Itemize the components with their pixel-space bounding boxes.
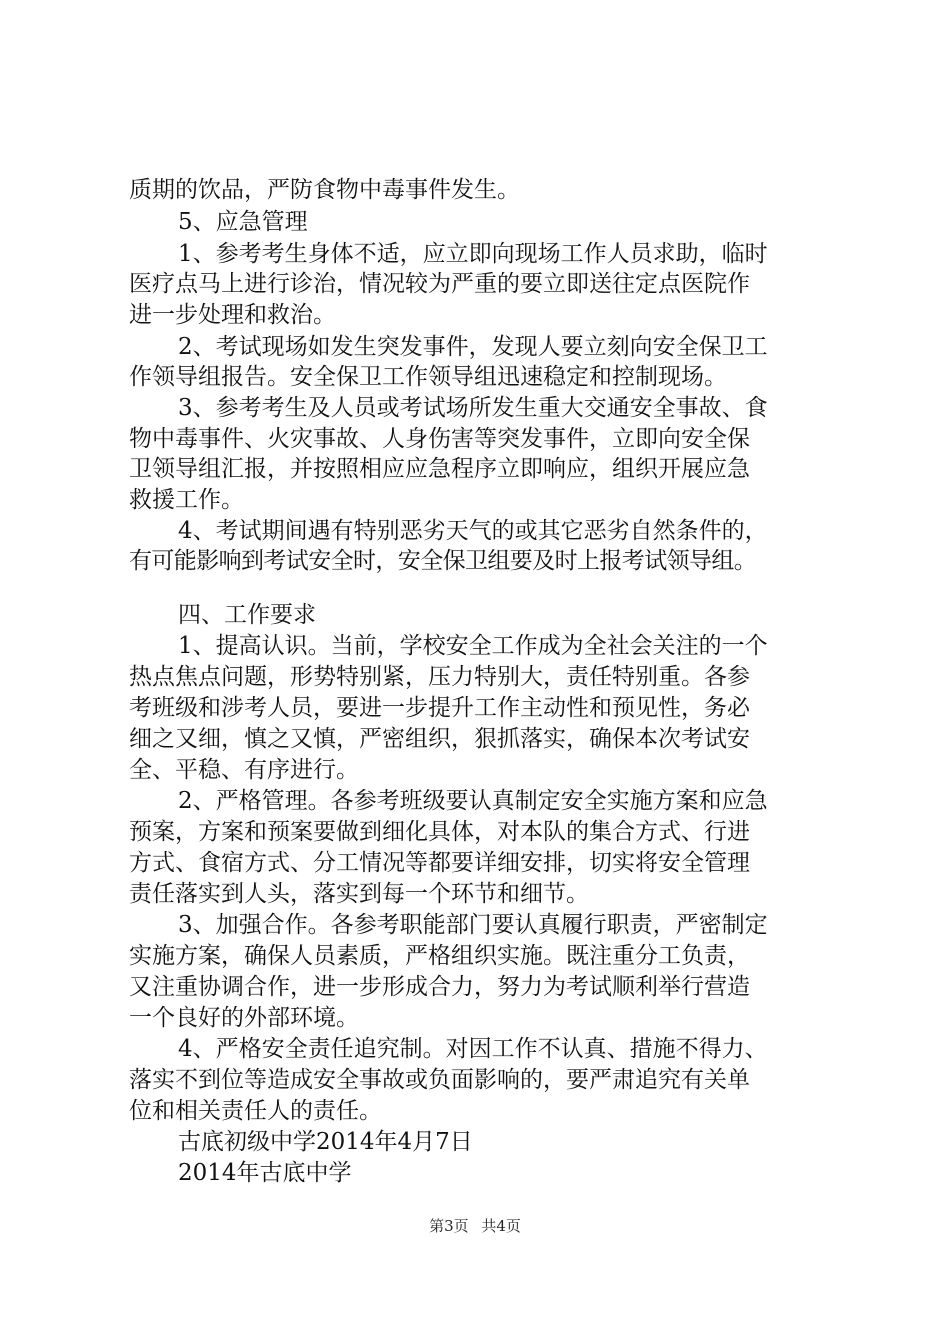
text-line: 作领导组报告。安全保卫工作领导组迅速稳定和控制现场。 xyxy=(129,364,727,390)
text-line: 考班级和涉考人员，要进一步提升工作主动性和预见性，务必 xyxy=(129,695,750,721)
text-line: 实施方案，确保人员素质，严格组织实施。既注重分工负责， xyxy=(129,943,750,969)
text-line: 位和相关责任人的责任。 xyxy=(129,1098,382,1124)
text-line: 责任落实到人头，落实到每一个环节和细节。 xyxy=(129,881,589,907)
text-line: 2、考试现场如发生突发事件，发现人要立刻向安全保卫工 xyxy=(178,334,768,360)
text-line: 卫领导组汇报，并按照相应应急程序立即响应，组织开展应急 xyxy=(129,456,750,482)
text-line: 有可能影响到考试安全时，安全保卫组要及时上报考试领导组。 xyxy=(129,548,757,574)
text-line: 落实不到位等造成安全事故或负面影响的，要严肃追究有关单 xyxy=(129,1067,750,1093)
text-line: 又注重协调合作，进一步形成合力，努力为考试顺利举行营造 xyxy=(129,974,750,1000)
text-line: 方式、食宿方式、分工情况等都要详细安排，切实将安全管理 xyxy=(129,850,750,876)
text-line: 2、严格管理。各参考班级要认真制定安全实施方案和应急 xyxy=(178,788,768,814)
signature-line: 古底初级中学2014年4月7日 xyxy=(178,1129,473,1155)
text-line: 一个良好的外部环境。 xyxy=(129,1005,359,1031)
text-line: 3、加强合作。各参考职能部门要认真履行职责，严密制定 xyxy=(178,912,768,938)
text-line: 4、严格安全责任追究制。对因工作不认真、措施不得力、 xyxy=(178,1036,768,1062)
page-number: 第3页 xyxy=(429,1217,469,1235)
text-line: 细之又细，慎之又慎，严密组织，狠抓落实，确保本次考试安 xyxy=(129,726,750,752)
text-line: 1、提高认识。当前，学校安全工作成为全社会关注的一个 xyxy=(178,633,768,659)
text-line: 预案，方案和预案要做到细化具体，对本队的集合方式、行进 xyxy=(129,819,750,845)
signature-line: 2014年古底中学 xyxy=(178,1160,352,1186)
text-line: 3、参考考生及人员或考试场所发生重大交通安全事故、食 xyxy=(178,395,768,421)
page-total: 共4页 xyxy=(481,1217,521,1235)
text-line: 救援工作。 xyxy=(129,487,244,513)
text-line: 进一步处理和救治。 xyxy=(129,302,336,328)
text-line: 1、参考考生身体不适，应立即向现场工作人员求助，临时 xyxy=(178,241,768,267)
text-line: 热点焦点问题，形势特别紧，压力特别大，责任特别重。各参 xyxy=(129,664,750,690)
page-footer xyxy=(0,1216,950,1236)
section-heading: 四、工作要求 xyxy=(178,602,316,628)
text-line: 物中毒事件、火灾事故、人身伤害等突发事件，立即向安全保 xyxy=(129,426,750,452)
text-line: 全、平稳、有序进行。 xyxy=(129,757,359,783)
section-heading: 5、应急管理 xyxy=(178,209,308,235)
text-line: 医疗点马上进行诊治，情况较为严重的要立即送往定点医院作 xyxy=(129,271,750,297)
text-line: 4、考试期间遇有特别恶劣天气的或其它恶劣自然条件的， xyxy=(178,518,768,544)
text-line: 质期的饮品，严防食物中毒事件发生。 xyxy=(129,177,520,203)
